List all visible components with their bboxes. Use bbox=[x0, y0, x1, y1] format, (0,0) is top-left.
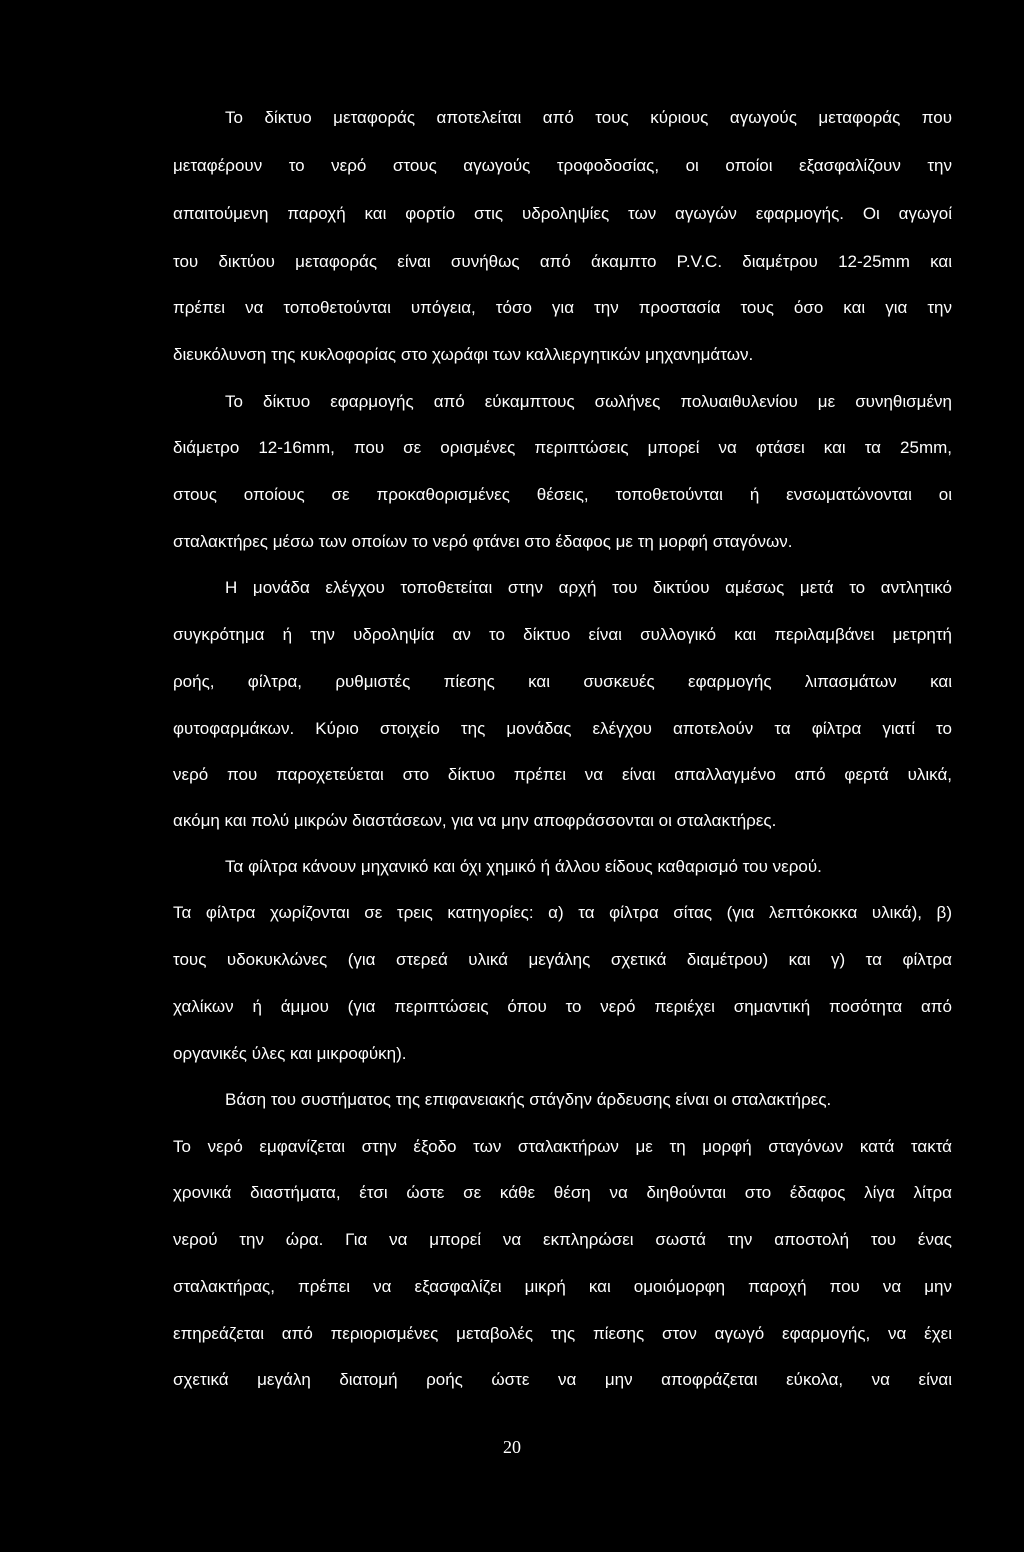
text-line: φυτοφαρμάκων. Κύριο στοιχείο της μονάδας ελέγχου αποτελούν τα φίλτρα γιατί το bbox=[173, 719, 952, 738]
text-line: στους οποίους σε προκαθορισμένες θέσεις, τοποθετούνται ή ενσωματώνονται οι bbox=[173, 485, 952, 504]
text-line: χρονικά διαστήματα, έτσι ώστε σε κάθε θέση να διηθούνται στο έδαφος λίγα λίτρα bbox=[173, 1183, 952, 1202]
text-line: τους υδοκυκλώνες (για στερεά υλικά μεγάλης σχετικά διαμέτρου) και γ) τα φίλτρα bbox=[173, 950, 952, 969]
text-line: σταλακτήρες μέσω των οποίων το νερό φτάνει στο έδαφος με τη μορφή σταγόνων. bbox=[173, 532, 793, 551]
text-line: Το δίκτυο εφαρμογής από εύκαμπτους σωλήνες πολυαιθυλενίου με συνηθισμένη bbox=[225, 392, 952, 411]
text-line: Βάση του συστήματος της επιφανειακής στάγδην άρδευσης είναι οι σταλακτήρες. bbox=[225, 1090, 832, 1109]
page-number: 20 bbox=[503, 1437, 521, 1457]
text-line: Τα φίλτρα κάνουν μηχανικό και όχι χημικό ή άλλου είδους καθαρισμό του νερού. bbox=[225, 857, 822, 876]
text-line: ροής, φίλτρα, ρυθμιστές πίεσης και συσκευές εφαρμογής λιπασμάτων και bbox=[173, 672, 952, 691]
text-line: του δικτύου μεταφοράς είναι συνήθως από άκαμπτο P.V.C. διαμέτρου 12-25mm και bbox=[173, 252, 952, 271]
text-line: μεταφέρουν το νερό στους αγωγούς τροφοδοσίας, οι οποίοι εξασφαλίζουν την bbox=[173, 156, 952, 175]
text-line: Το δίκτυο μεταφοράς αποτελείται από τους κύριους αγωγούς μεταφοράς που bbox=[225, 108, 952, 127]
text-line: σχετικά μεγάλη διατομή ροής ώστε να μην αποφράζεται εύκολα, να είναι bbox=[173, 1370, 952, 1389]
text-line: συγκρότημα ή την υδροληψία αν το δίκτυο είναι συλλογικό και περιλαμβάνει μετρητή bbox=[173, 625, 952, 644]
text-line: ακόμη και πολύ μικρών διαστάσεων, για να μην αποφράσσονται οι σταλακτήρες. bbox=[173, 811, 777, 830]
text-line: διάμετρο 12-16mm, που σε ορισμένες περιπτώσεις μπορεί να φτάσει και τα 25mm, bbox=[173, 438, 952, 457]
text-line: διευκόλυνση της κυκλοφορίας στο χωράφι των καλλιεργητικών μηχανημάτων. bbox=[173, 345, 754, 364]
text-line: Το νερό εμφανίζεται στην έξοδο των σταλακτήρων με τη μορφή σταγόνων κατά τακτά bbox=[173, 1137, 952, 1156]
text-line: απαιτούμενη παροχή και φορτίο στις υδροληψίες των αγωγών εφαρμογής. Οι αγωγοί bbox=[173, 204, 952, 223]
text-line: πρέπει να τοποθετούνται υπόγεια, τόσο για την προστασία τους όσο και για την bbox=[173, 298, 952, 317]
text-line: Η μονάδα ελέγχου τοποθετείται στην αρχή του δικτύου αμέσως μετά το αντλητικό bbox=[225, 578, 952, 597]
text-line: Τα φίλτρα χωρίζονται σε τρεις κατηγορίες: α) τα φίλτρα σίτας (για λεπτόκοκκα υλικά), β) bbox=[173, 903, 952, 922]
text-line: νερού την ώρα. Για να μπορεί να εκπληρώσει σωστά την αποστολή του ένας bbox=[173, 1230, 952, 1249]
text-line: επηρεάζεται από περιορισμένες μεταβολές της πίεσης στον αγωγό εφαρμογής, να έχει bbox=[173, 1324, 952, 1343]
text-line: σταλακτήρας, πρέπει να εξασφαλίζει μικρή και ομοιόμορφη παροχή που να μην bbox=[173, 1277, 952, 1296]
text-line: χαλίκων ή άμμου (για περιπτώσεις όπου το νερό περιέχει σημαντική ποσότητα από bbox=[173, 997, 952, 1016]
text-line: οργανικές ύλες και μικροφύκη). bbox=[173, 1044, 407, 1063]
text-line: νερό που παροχετεύεται στο δίκτυο πρέπει να είναι απαλλαγμένο από φερτά υλικά, bbox=[173, 765, 952, 784]
